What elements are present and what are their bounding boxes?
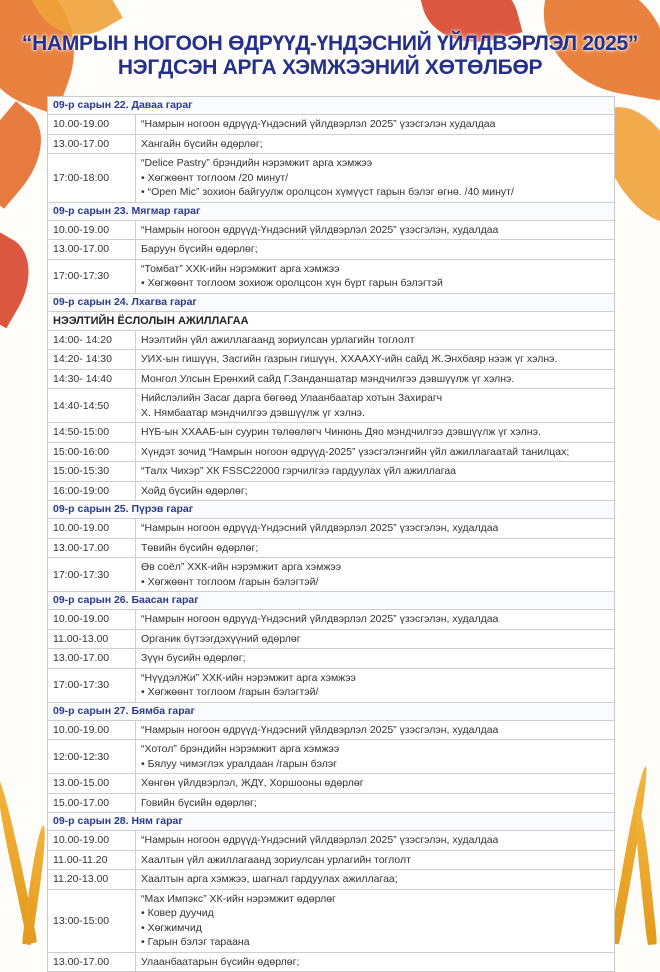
table-row [48,239,614,259]
time-cell: 11.20-13.00 [48,870,136,889]
day-header: 09-р сарын 27. Бямба гараг [48,702,614,720]
table-row [48,648,614,668]
table-row [48,609,614,629]
time-cell: 15.00-17.00 [48,794,136,813]
table-row [48,442,614,462]
time-cell: 10.00-19.00 [48,519,136,538]
description-cell [136,539,614,558]
section-subtitle: НЭЭЛТИЙН ЁСЛОЛЫН АЖИЛЛАГАА [48,311,614,330]
description-line: Говийн бүсийн өдөрлөг; [141,796,257,809]
table-row [48,668,614,702]
description-cell [136,953,614,972]
time-cell: 14:20- 14:30 [48,350,136,369]
description-line: Хойд бүсийн өдөрлөг; [141,484,248,497]
table-row [48,518,614,538]
table-row [48,461,614,481]
description-line: • Ковер дуучид [141,907,214,919]
schedule-table [47,96,615,972]
description-cell [136,851,614,870]
description-line: Төвийн бүсийн өдөрлөг; [141,541,259,554]
time-cell: 14:50-15:00 [48,423,136,442]
time-cell: 10.00-19.00 [48,831,136,850]
description-line: Х. Нямбаатар мэндчилгээ дэвшүүлж үг хэлнэ. [141,406,365,419]
description-line: • Хөгжөөнт тоглоом /20 минут/ [141,171,289,184]
time-cell: 14:40-14:50 [48,389,136,422]
description-line: УИХ-ын гишүүн, Засгийн газрын гишүүн, ХХААХҮ-ийн сайд Ж.Энхбаяр нээж үг хэлнэ. [141,353,558,365]
time-cell: 17:00-17:30 [48,669,136,702]
description-line: Хүндэт зочид “Намрын ногоон өдрүүд-2025” үзэсгэлэнгийн үйл ажиллагаатай танилцах; [141,445,570,458]
description-cell [136,115,614,134]
description-cell [136,558,614,591]
table-row [48,349,614,369]
description-line: Хаалтын үйл ажиллагаанд зориулсан урлагийн тоглолт [141,853,411,866]
table-row [48,739,614,773]
table-row [48,422,614,442]
time-cell: 13.00-17.00 [48,953,136,972]
description-cell [136,831,614,850]
description-line: “НүүдэлЖи” ХХК-ийн нэрэмжит арга хэмжээ [141,671,356,684]
table-row [48,869,614,889]
table-row [48,369,614,389]
time-cell: 17:00-17:30 [48,260,136,293]
description-cell [136,331,614,350]
description-line: “Талх Чихэр” ХК FSSC22000 гэрчилгээ гардуулах үйл ажиллагаа [141,465,456,477]
time-cell: 13.00-17.00 [48,539,136,558]
description-line: Улаанбаатарын бүсийн өдөрлөг; [141,955,300,968]
table-row [48,952,614,972]
description-line: Монгол Улсын Ерөнхий сайд Г.Занданшатар мэндчилгээ дэвшүүлж үг хэлнэ. [141,372,515,385]
description-line: “Намрын ногоон өдрүүд-Үндэсний үйлдвэрлэл 2025” үзэсгэлэн, худалдаа [141,613,499,625]
table-row [48,538,614,558]
time-cell: 10.00-19.00 [48,221,136,240]
time-cell: 14:00- 14:20 [48,331,136,350]
description-cell [136,740,614,773]
description-line: Органик бүтээгдэхүүний өдөрлөг [141,632,301,645]
table-row [48,388,614,422]
table-row [48,259,614,293]
description-line: “Delice Pastry” брэндийн нэрэмжит арга хэмжээ [141,157,373,169]
description-line: Хангайн бүсийн өдөрлөг; [141,137,263,150]
time-cell: 10.00-19.00 [48,610,136,629]
day-header: 09-р сарын 24. Лхагва гараг [48,293,614,311]
description-cell [136,462,614,481]
description-line: • “Open Mic” зохион байгуулж оролцсон хүмүүст гарын бэлэг өгнө. /40 минут/ [141,186,514,198]
description-line: • Хөгжимчид [141,921,202,934]
time-cell: 11.00-13.00 [48,630,136,649]
description-cell [136,350,614,369]
time-cell: 17:00-17:30 [48,558,136,591]
time-cell: 14:30- 14:40 [48,370,136,389]
table-row [48,330,614,350]
description-line: Зүүн бүсийн өдөрлөг; [141,652,246,664]
time-cell: 13.00-17.00 [48,649,136,668]
wheat-decoration [22,825,49,945]
description-cell [136,721,614,740]
description-line: • Хөгжөөнт тоглоом /гарын бэлэгтэй/ [141,575,319,588]
table-row [48,557,614,591]
description-line: Өв соёл” ХХК-ийн нэрэмжит арга хэмжээ [141,561,342,573]
wheat-decoration [633,805,658,945]
day-header: 09-р сарын 28. Ням гараг [48,812,614,830]
table-row [48,114,614,134]
table-row [48,830,614,850]
description-line: “Томбат” ХХК-ийн нэрэмжит арга хэмжээ [141,262,340,275]
description-line: “Намрын ногоон өдрүүд-Үндэсний үйлдвэрлэл 2025” үзэсгэлэн, худалдаа [141,223,499,236]
description-line: • Хөгжөөнт тоглоом /гарын бэлэгтэй/ [141,686,319,698]
table-row [48,481,614,501]
day-header: 09-р сарын 23. Мягмар гараг [48,202,614,220]
table-row [48,134,614,154]
table-row [48,793,614,813]
description-line: • Гарын бэлэг тараана [141,936,250,948]
description-line: “Намрын ногоон өдрүүд-Үндэсний үйлдвэрлэл 2025” үзэсгэлэн, худалдаа [141,723,499,736]
description-cell [136,630,614,649]
description-cell [136,774,614,793]
description-cell [136,890,614,952]
time-cell: 16:00-19:00 [48,482,136,501]
description-cell [136,610,614,629]
description-cell [136,389,614,422]
table-row [48,720,614,740]
time-cell: 13.00-17.00 [48,135,136,154]
description-cell [136,519,614,538]
description-cell [136,370,614,389]
description-cell [136,423,614,442]
description-line: Нээлтийн үйл ажиллагаанд зориулсан урлагийн тоглолт [141,333,415,346]
description-line: Хөнгөн үйлдвэрлэл, ЖДҮ, Хоршооны өдөрлөг [141,777,364,789]
description-line: НҮБ-ын ХХААБ-ын суурин төлөөлөгч Чинюнь Дяо мэндчилгээ дэвшүүлж үг хэлнэ. [141,426,541,438]
description-cell [136,154,614,202]
description-line: Баруун бүсийн өдөрлөг; [141,243,258,255]
time-cell: 15:00-15:30 [48,462,136,481]
table-row [48,629,614,649]
autumn-leaf-decoration [0,232,46,329]
table-row [48,889,614,952]
table-row [48,773,614,793]
description-line: • Хөгжөөнт тоглоом зохиож оролцсон хүн бүрт гарын бэлэгтэй [141,277,443,289]
day-header: 09-р сарын 26. Баасан гараг [48,591,614,609]
description-line: “Намрын ногоон өдрүүд-Үндэсний үйлдвэрлэл 2025” үзэсгэлэн, худалдаа [141,522,499,534]
day-header: 09-р сарын 22. Даваа гараг [48,97,614,114]
description-line: “Намрын ногоон өдрүүд-Үндэсний үйлдвэрлэл 2025” үзэсгэлэн худалдаа [141,118,496,130]
time-cell: 10.00-19.00 [48,115,136,134]
description-cell [136,240,614,259]
time-cell: 17:00-18:00 [48,154,136,202]
description-line: Нийслэлийн Засаг дарга бөгөөд Улаанбаатар хотын Захирагч [141,392,443,404]
table-row [48,153,614,202]
description-cell [136,221,614,240]
time-cell: 10.00-19.00 [48,721,136,740]
table-row [48,220,614,240]
description-line: “Мах Импэкс” ХК-ийн нэрэмжит өдөрлөг [141,892,336,905]
description-cell [136,794,614,813]
day-header: 09-р сарын 25. Пүрэв гараг [48,500,614,518]
description-line: Хаалтын арга хэмжээ, шагнал гардуулах ажиллагаа; [141,873,398,885]
description-line: • Бялуу чимэглэх уралдаан /гарын бэлэг [141,757,338,770]
time-cell: 13:00-15:00 [48,890,136,952]
time-cell: 12:00-12:30 [48,740,136,773]
time-cell: 11.00-11.20 [48,851,136,870]
page-title [0,32,660,80]
description-cell [136,669,614,702]
description-cell [136,135,614,154]
description-cell [136,482,614,501]
table-row [48,850,614,870]
time-cell: 13.00-17.00 [48,240,136,259]
time-cell: 15:00-16:00 [48,443,136,462]
description-cell [136,870,614,889]
description-line: “Хотол” брэндийн нэрэмжит арга хэмжээ [141,743,340,755]
title-line-2: НЭГДСЭН АРГА ХЭМЖЭЭНИЙ ХӨТӨЛБӨР [117,56,543,79]
description-cell [136,260,614,293]
title-line-1: “НАМРЫН НОГООН ӨДРҮҮД-ҮНДЭСНИЙ ҮЙЛДВЭРЛЭЛ 2025” [21,32,639,55]
time-cell: 13.00-15.00 [48,774,136,793]
description-cell [136,649,614,668]
description-cell [136,443,614,462]
description-line: “Намрын ногоон өдрүүд-Үндэсний үйлдвэрлэл 2025” үзэсгэлэн, худалдаа [141,834,499,846]
